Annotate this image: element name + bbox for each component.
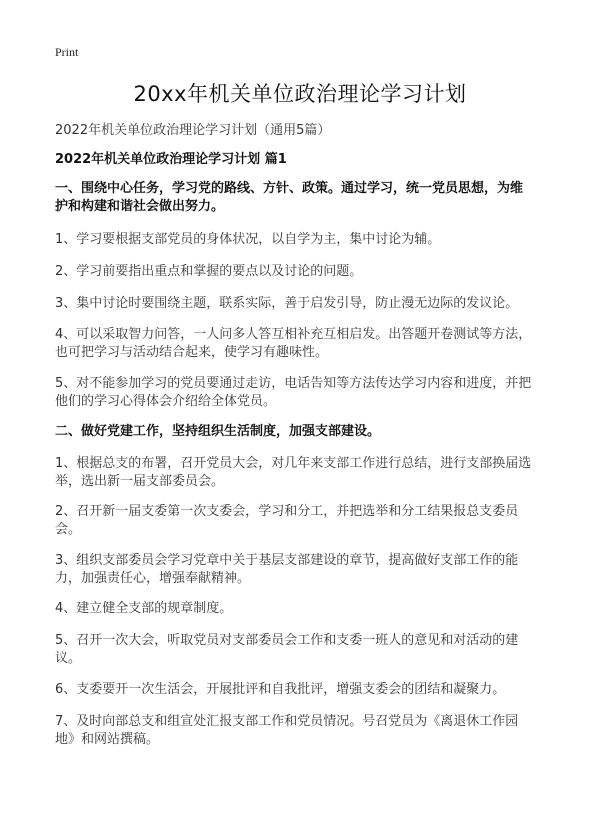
section-2-item-1: 1、根据总支的布署，召开党员大会，对几年来支部工作进行总结，进行支部换届选举，选出新一届支部委员会。 <box>55 456 532 489</box>
section-2-item-4: 4、建立健全支部的规章制度。 <box>55 601 233 616</box>
section-1-item-5: 5、对不能参加学习的党员要通过走访，电话告知等方法传达学习内容和进度，并把他们的学习心得体会介绍给全体党员。 <box>55 376 532 409</box>
section-2-item-2: 2、召开新一届支委第一次支委会，学习和分工，并把选举和分工结果报总支委员会。 <box>55 504 519 537</box>
section-1-heading: 一、围绕中心任务，学习党的路线、方针、政策。通过学习，统一党员思想，为维护和构建和谐社会做出努力。 <box>55 181 524 214</box>
section-2-item-7: 7、及时向部总支和组宣处汇报支部工作和党员情况。号召党员为《离退休工作园地》和网站撰稿。 <box>55 714 519 747</box>
section-2-heading: 二、做好党建工作，坚持组织生活制度，加强支部建设。 <box>55 424 381 439</box>
section-2-item-5: 5、召开一次大会，听取党员对支部委员会工作和支委一班人的意见和对活动的建议。 <box>55 633 519 666</box>
section-1-item-3: 3、集中讨论时要围绕主题，联系实际，善于启发引导，防止漫无边际的发议论。 <box>55 296 519 311</box>
section-1-item-1: 1、学习要根据支部党员的身体状况，以自学为主，集中讨论为辅。 <box>55 232 441 247</box>
section-1-item-4: 4、可以采取智力问答，一人问多人答互相补充互相启发。出答题开卷测试等方法，也可把学习与活动结合起来，使学习有趣味性。 <box>55 327 532 360</box>
document-title: 20xx年机关单位政治理论学习计划 <box>133 82 467 106</box>
article-heading: 2022年机关单位政治理论学习计划 篇1 <box>55 152 287 167</box>
section-2-item-3: 3、组织支部委员会学习党章中关于基层支部建设的章节，提高做好支部工作的能力，加强责任心，增强奉献精神。 <box>55 553 519 586</box>
print-label: Print <box>55 45 79 59</box>
document-subtitle: 2022年机关单位政治理论学习计划（通用5篇） <box>55 123 331 138</box>
section-1-item-2: 2、学习前要指出重点和掌握的要点以及讨论的问题。 <box>55 264 363 279</box>
section-2-item-6: 6、支委要开一次生活会，开展批评和自我批评，增强支委会的团结和凝聚力。 <box>55 682 506 697</box>
